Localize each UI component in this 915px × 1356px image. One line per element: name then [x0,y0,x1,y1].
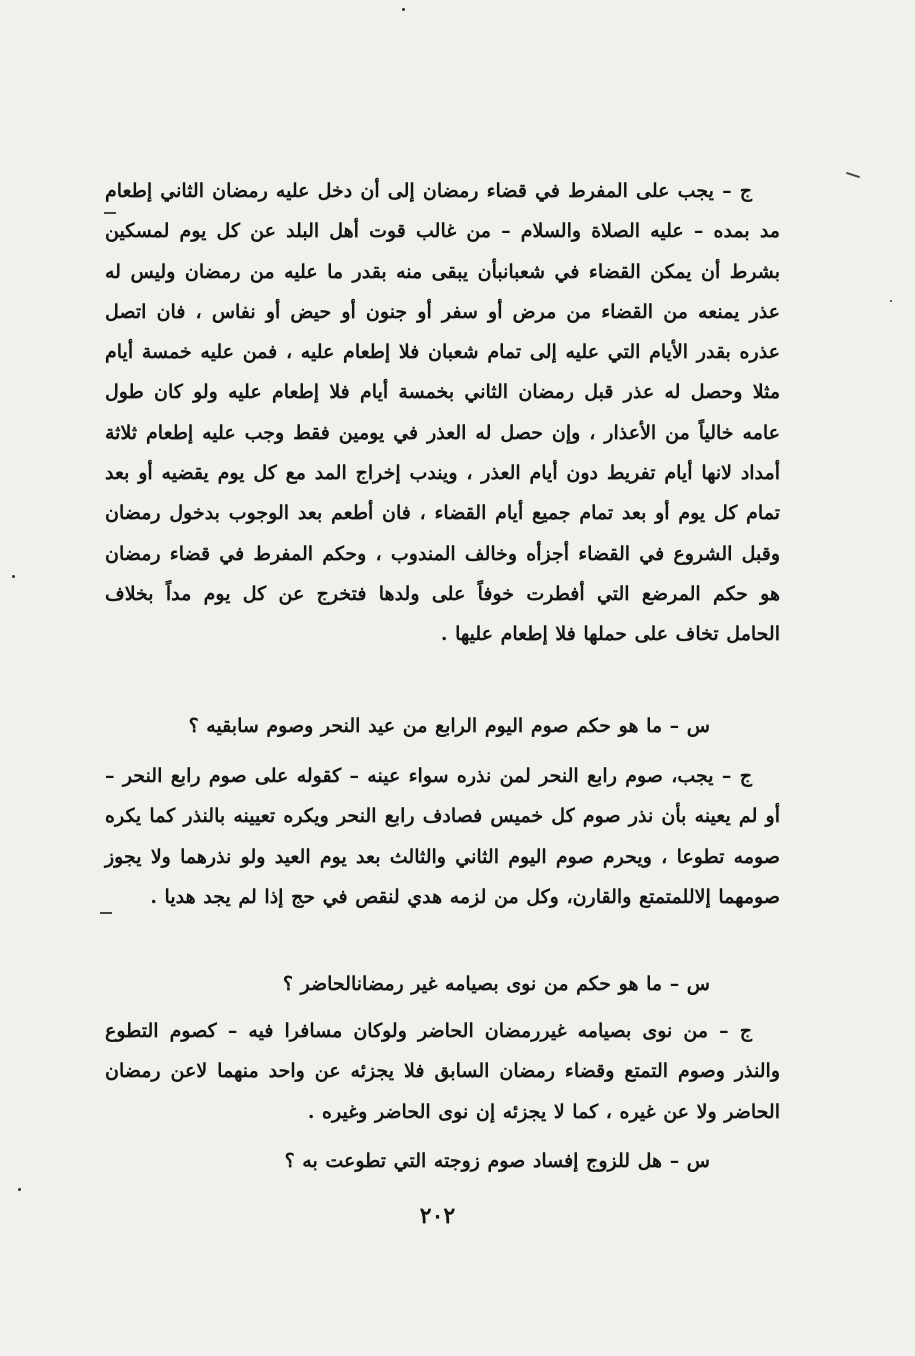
scan-speck [402,8,405,11]
answer-paragraph: ج – من نوى بصيامه غيررمضان الحاضر ولوكان مسافرا فيه – كصوم التطوع والنذر وصوم التمتع وقضاء رمضان السابق فلا يجزئه عن واحد منهما لاعن رمضان الحاضر ولا عن غيره ، كما لا يجزئه إن نوى الحاضر وغيره . [105,1020,780,1123]
question-paragraph: س – ما هو حكم من نوى بصيامه غير رمضانالحاضر ؟ [282,973,710,995]
page-number: ٢٠٢ [419,1203,456,1229]
answer-paragraph: ج – يجب على المفرط في قضاء رمضان إلى أن دخل عليه رمضان الثاني إطعام مد بمده – عليه الصلاة والسلام – من غالب قوت أهل البلد عن كل يوم لمسكين بشرط أن يمكن القضاء في شعبانبأن يبقى منه بقدر ما عليه من رمضان وليس له عذر يمنعه من القضاء من مرض أو سفر أو جنون أو حيض أو نفاس ، فان اتصل عذره بقدر الأيام التي عليه إلى تمام شعبان فلا إطعام عليه ، فمن عليه خمسة أيام مثلا وحصل له عذر قبل رمضان الثاني بخمسة أيام فلا إطعام عليه ولو كان طول عامه خالياً من الأعذار ، وإن حصل له العذر في يومين فقط وجب عليه إطعام ثلاثة أمداد لانها أيام تفريط دون أيام العذر ، ويندب إخراج المد مع كل يوم يقضيه أو بعد تمام كل يوم أو بعد تمام جميع أيام القضاء ، فان أطعم بعد الوجوب بدخول رمضان وقبل الشروع في القضاء أجزأه وخالف المندوب ، وحكم المفرط في قضاء رمضان هو حكم المرضع التي أفطرت خوفاً على ولدها فتخرج عن كل يوم مداً بخلاف الحامل تخاف على حملها فلا إطعام عليها . [105,180,780,646]
question-paragraph: س – هل للزوج إفساد صوم زوجته التي تطوعت به ؟ [284,1150,710,1172]
scan-speck [890,300,892,302]
answer-paragraph: ج – يجب، صوم رابع النحر لمن نذره سواء عينه – كقوله على صوم رابع النحر – أو لم يعينه بأن نذر صوم كل خميس فصادف رابع النحر ويكره تعيينه بالنذر كما يكره صومه تطوعا ، ويحرم صوم اليوم الثاني والثالث بعد يوم العيد ولو نذرهما ولا يجوز صومهما إلاللمتمتع والقارن، وكل من لزمه هدي لنقص في حج إذا لم يجد هديا . [105,765,780,908]
scan-mark [104,212,116,214]
scan-mark [100,912,112,914]
scan-mark [846,172,860,178]
scan-speck [12,575,15,578]
scan-speck [18,1188,21,1191]
question-paragraph: س – ما هو حكم صوم اليوم الرابع من عيد النحر وصوم سابقيه ؟ [188,715,710,737]
